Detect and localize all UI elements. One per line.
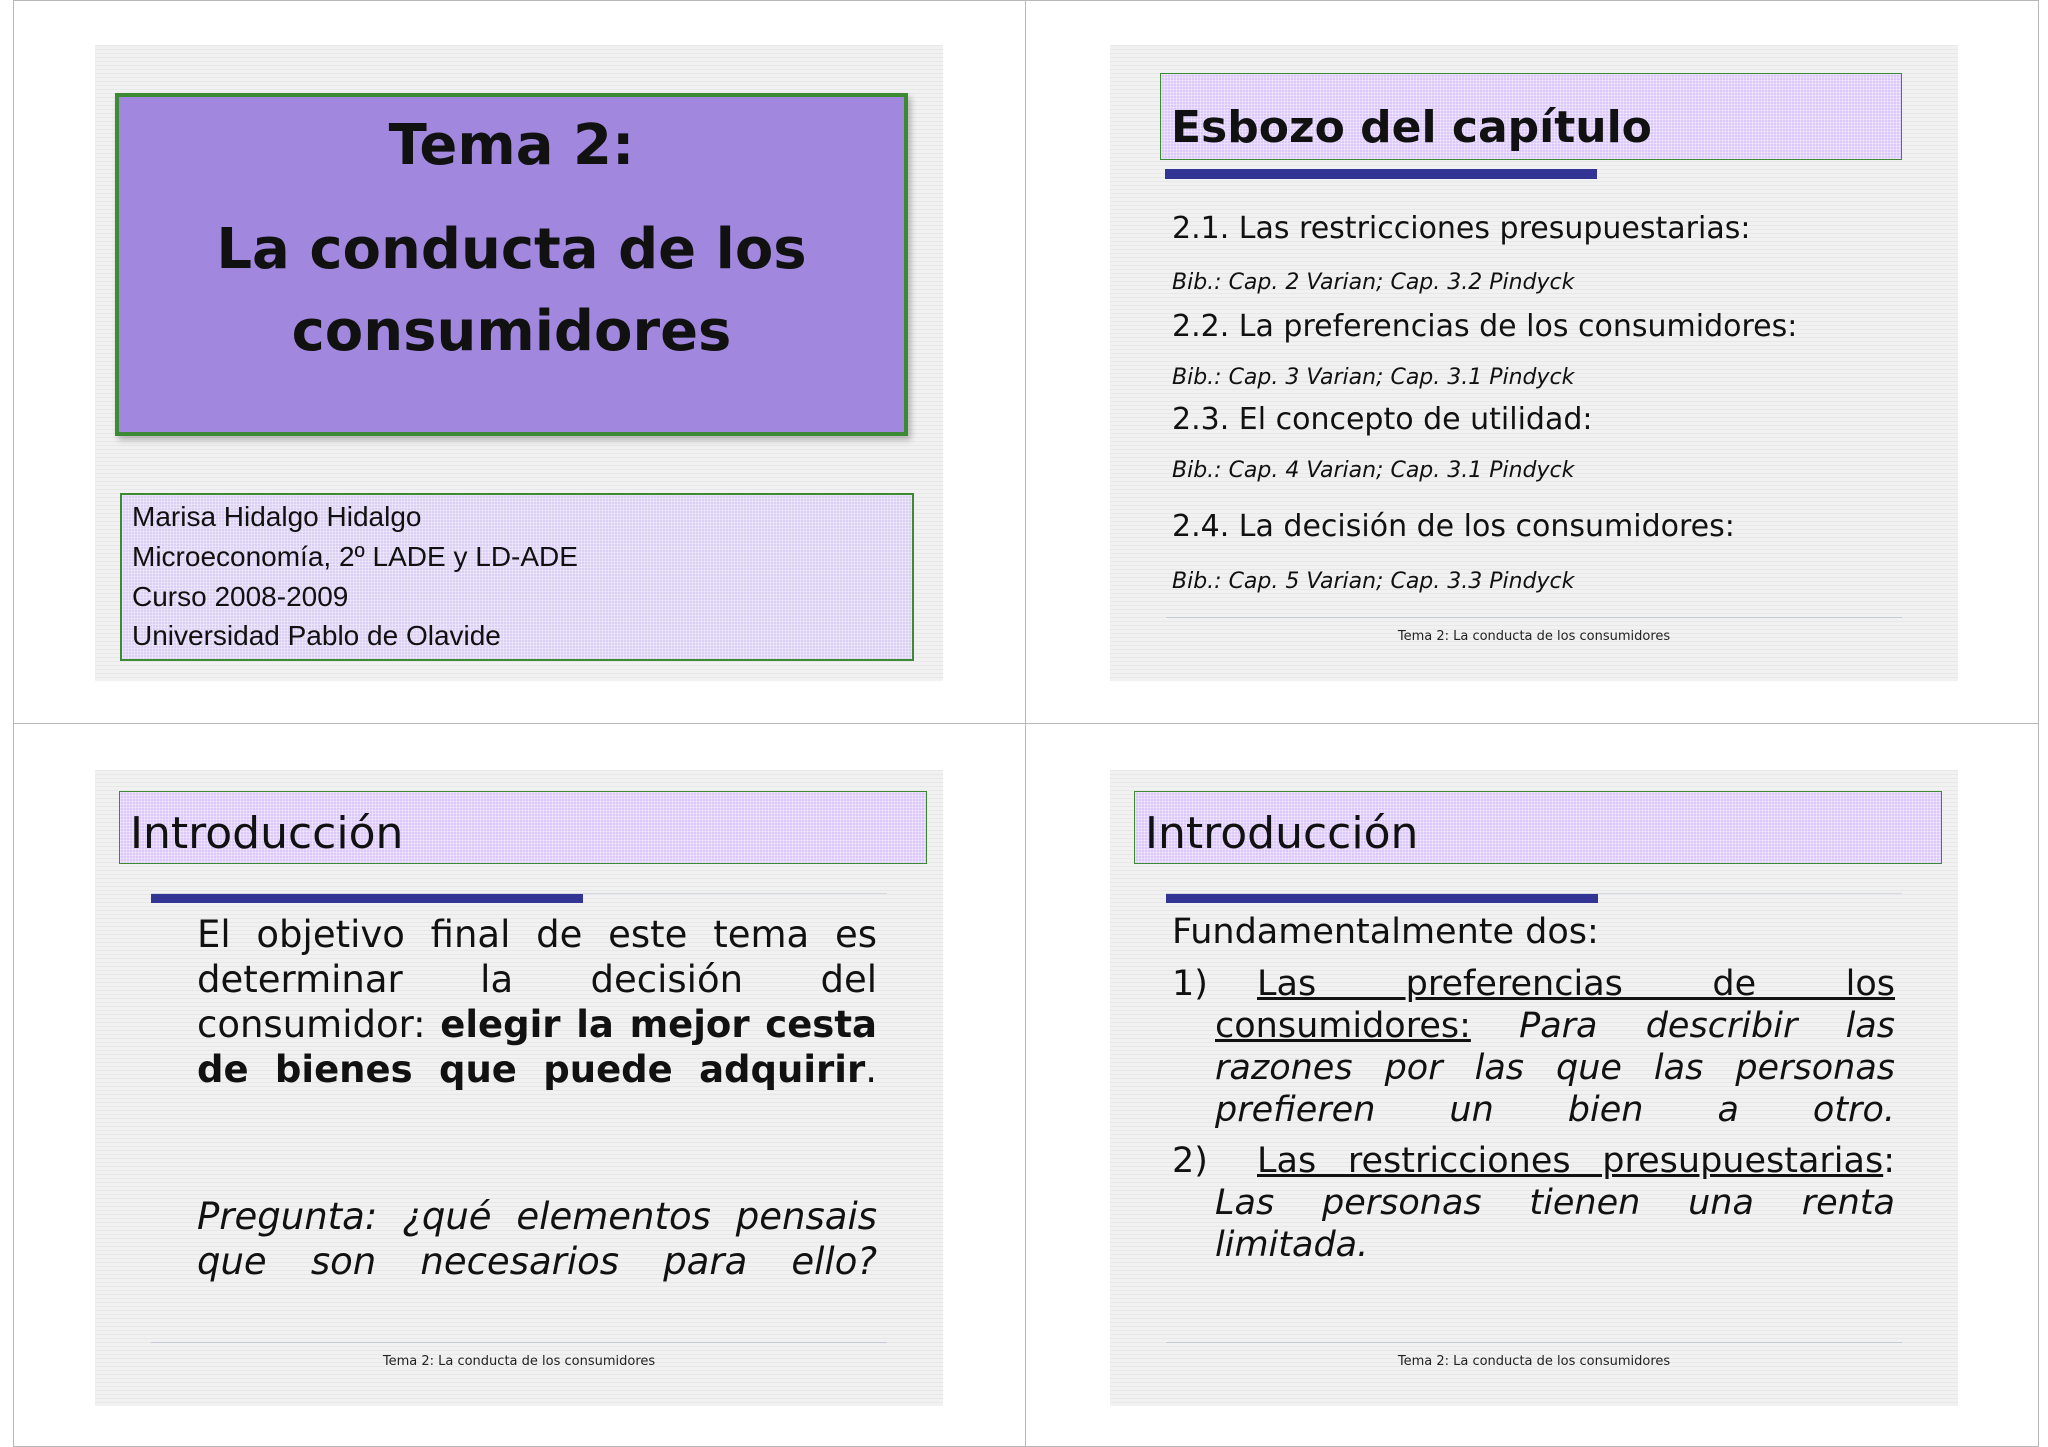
slide-footer: Tema 2: La conducta de los consumidores xyxy=(1397,629,1671,644)
item-2-number: 2) xyxy=(1172,1141,1208,1181)
title-line-3: consumidores xyxy=(291,299,732,364)
item-2-colon: : xyxy=(1883,1141,1895,1181)
course-name: Microeconomía, 2º LADE y LD-ADE xyxy=(132,541,578,572)
author-name: Marisa Hidalgo Hidalgo xyxy=(132,501,422,532)
objective-period: . xyxy=(865,1048,877,1091)
slide-header xyxy=(1134,791,1942,864)
item-2-description: Las personas tienen una renta limitada. xyxy=(1215,1183,1895,1265)
item-1-text xyxy=(1215,963,1895,1131)
slide-title: Esbozo del capítulo xyxy=(1171,102,1652,153)
slide-outline xyxy=(1110,45,1958,681)
slide-header xyxy=(119,791,927,864)
accent-bar xyxy=(1166,893,1598,903)
toc-bib-2-1: Bib.: Cap. 2 Varian; Cap. 3.2 Pindyck xyxy=(1172,270,1575,295)
row-divider xyxy=(13,723,2039,724)
author-info-box xyxy=(120,493,914,661)
footer-rule xyxy=(1166,1342,1902,1343)
lead-text: Fundamentalmente dos: xyxy=(1172,912,1599,952)
slide-footer: Tema 2: La conducta de los consumidores xyxy=(382,1354,656,1369)
objective-paragraph xyxy=(197,912,877,1092)
toc-bib-2-3: Bib.: Cap. 4 Varian; Cap. 3.1 Pindyck xyxy=(1172,458,1575,483)
footer-rule xyxy=(151,1342,887,1343)
item-1-number: 1) xyxy=(1172,964,1208,1004)
header-rule xyxy=(1166,893,1902,894)
item-1-description: Para describir las razones por las que las personas prefieren un bien a otro. xyxy=(1215,1006,1895,1130)
title-line-2-3 xyxy=(119,209,904,373)
toc-item-2-3: 2.3. El concepto de utilidad: xyxy=(1172,402,1593,437)
item-2-heading: Las restricciones presupuestarias xyxy=(1257,1141,1884,1181)
university: Universidad Pablo de Olavide xyxy=(132,620,501,651)
title-line-1: Tema 2: xyxy=(388,113,635,178)
objective-text: El objetivo final de este tema es determinar la decisión del consumidor: xyxy=(197,913,877,1046)
item-2-text xyxy=(1215,1140,1895,1266)
toc-item-2-4: 2.4. La decisión de los consumidores: xyxy=(1172,509,1735,544)
title-box xyxy=(115,93,908,436)
accent-bar xyxy=(151,893,583,903)
footer-rule xyxy=(1166,617,1902,618)
toc-bib-2-4: Bib.: Cap. 5 Varian; Cap. 3.3 Pindyck xyxy=(1172,569,1575,594)
question-paragraph: Pregunta: ¿qué elementos pensais que son necesarios para ello? xyxy=(197,1195,877,1283)
slide-intro-1 xyxy=(95,770,943,1406)
title-line-2: La conducta de los xyxy=(216,217,807,282)
slide-intro-2 xyxy=(1110,770,1958,1406)
academic-year: Curso 2008-2009 xyxy=(132,581,349,612)
slide-header xyxy=(1160,73,1902,160)
slide-footer: Tema 2: La conducta de los consumidores xyxy=(1397,1354,1671,1369)
toc-bib-2-2: Bib.: Cap. 3 Varian; Cap. 3.1 Pindyck xyxy=(1172,365,1575,390)
item-1-heading: Las preferencias de los consumidores: xyxy=(1215,964,1895,1046)
header-rule xyxy=(151,893,887,894)
objective-emphasis: elegir la mejor cesta de bienes que puede adquirir xyxy=(197,1003,877,1091)
toc-item-2-1: 2.1. Las restricciones presupuestarias: xyxy=(1172,211,1751,246)
slide-title xyxy=(95,45,943,681)
toc-item-2-2: 2.2. La preferencias de los consumidores: xyxy=(1172,309,1798,344)
slide-title: Introducción xyxy=(130,808,404,859)
slide-title: Introducción xyxy=(1145,808,1419,859)
accent-bar xyxy=(1165,169,1597,179)
